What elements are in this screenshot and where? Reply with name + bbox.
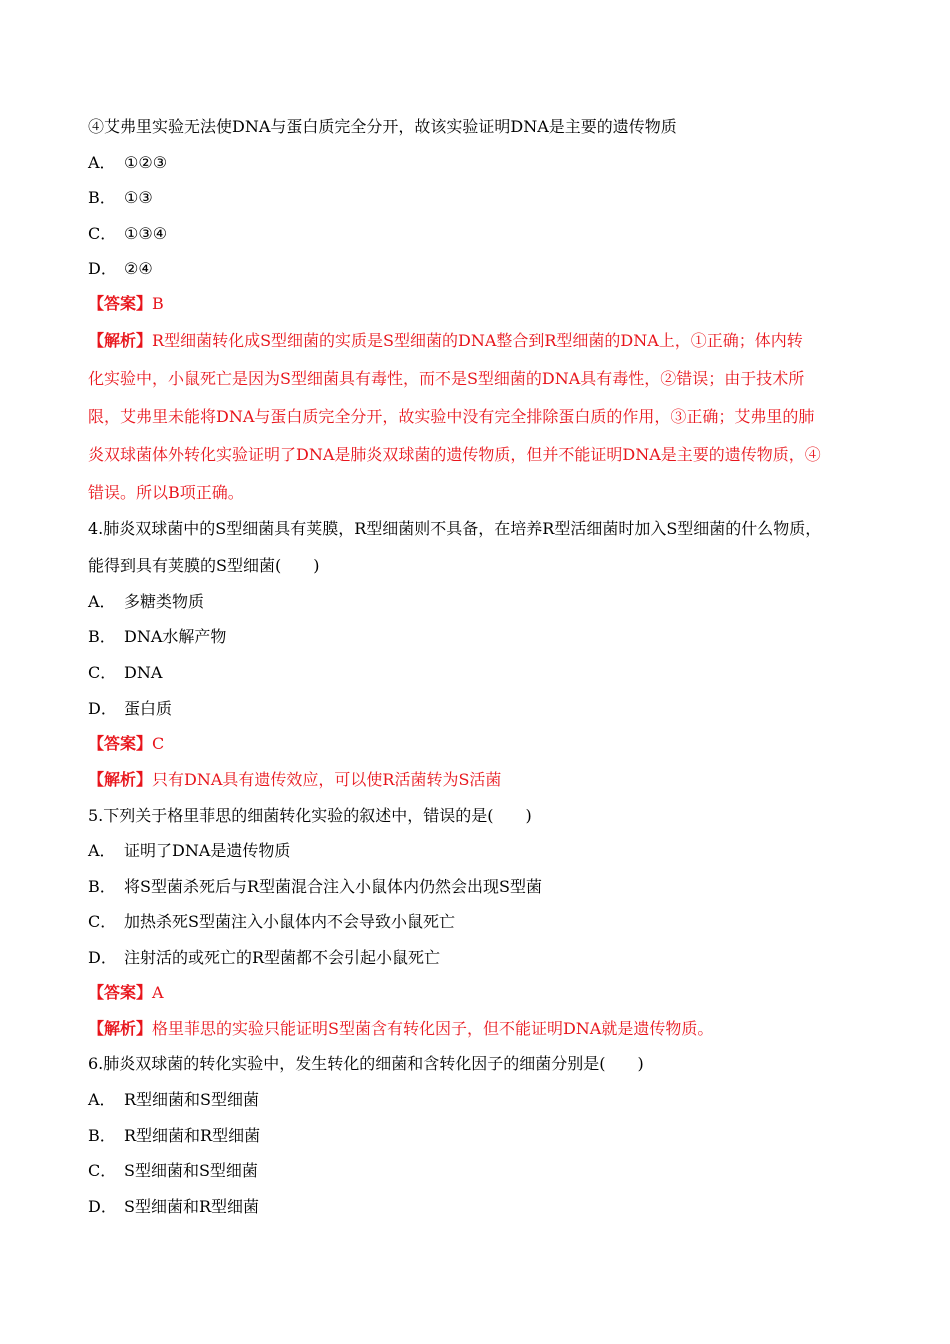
option-letter: B． bbox=[88, 627, 116, 646]
q5-answer bbox=[88, 982, 164, 1004]
analysis-text: 格里菲思的实验只能证明S型菌含有转化因子，但不能证明DNA就是遗传物质。 bbox=[152, 1019, 714, 1038]
option-letter: D． bbox=[88, 699, 117, 718]
q5-stem: 5.下列关于格里菲思的细菌转化实验的叙述中，错误的是( ) bbox=[88, 806, 532, 825]
q5-analysis bbox=[88, 1018, 713, 1040]
option-letter: D． bbox=[88, 259, 117, 278]
q5-option-b bbox=[88, 876, 542, 898]
analysis-text: R型细菌转化成S型细菌的实质是S型细菌的DNA整合到R型细菌的DNA上，①正确；体内转 bbox=[152, 331, 803, 350]
option-text: S型细菌和S型细菌 bbox=[124, 1161, 258, 1180]
q6-option-a bbox=[88, 1089, 259, 1111]
q4-option-a bbox=[88, 591, 204, 613]
q5-option-c bbox=[88, 911, 455, 933]
q3-option-c bbox=[88, 223, 167, 245]
option-text: 蛋白质 bbox=[124, 699, 173, 718]
option-letter: A． bbox=[88, 592, 116, 611]
answer-value: A bbox=[152, 983, 164, 1002]
option-text: ①②③ bbox=[124, 153, 168, 172]
q4-option-d bbox=[88, 698, 172, 720]
option-letter: C． bbox=[88, 224, 117, 243]
option-letter: A． bbox=[88, 841, 116, 860]
analysis-text: 只有DNA具有遗传效应，可以使R活菌转为S活菌 bbox=[152, 770, 502, 789]
option-text: 多糖类物质 bbox=[124, 592, 205, 611]
answer-tag: 【答案】 bbox=[88, 734, 153, 753]
q3-option-d bbox=[88, 258, 153, 280]
q5-option-a bbox=[88, 840, 290, 862]
option-letter: D． bbox=[88, 1197, 117, 1216]
option-text: 将S型菌杀死后与R型菌混合注入小鼠体内仍然会出现S型菌 bbox=[124, 877, 542, 896]
q6-option-d bbox=[88, 1196, 259, 1218]
q3-option-a bbox=[88, 152, 167, 174]
option-letter: B． bbox=[88, 188, 116, 207]
answer-value: B bbox=[152, 294, 164, 313]
q6-stem: 6.肺炎双球菌的转化实验中，发生转化的细菌和含转化因子的细菌分别是( ) bbox=[88, 1054, 644, 1073]
option-letter: B． bbox=[88, 877, 116, 896]
option-letter: A． bbox=[88, 1090, 116, 1109]
option-text: R型细菌和S型细菌 bbox=[124, 1090, 260, 1109]
option-text: ①③④ bbox=[124, 224, 168, 243]
analysis-tag: 【解析】 bbox=[88, 1019, 153, 1038]
q5-option-d bbox=[88, 947, 440, 969]
q6-option-c bbox=[88, 1160, 258, 1182]
option-letter: C． bbox=[88, 1161, 117, 1180]
q3-option-b bbox=[88, 187, 153, 209]
q3-analysis-line-1 bbox=[88, 330, 803, 352]
option-text: ②④ bbox=[124, 259, 153, 278]
option-text: 证明了DNA是遗传物质 bbox=[124, 841, 291, 860]
option-letter: C． bbox=[88, 663, 117, 682]
answer-value: C bbox=[152, 734, 165, 753]
option-text: S型细菌和R型细菌 bbox=[124, 1197, 260, 1216]
analysis-tag: 【解析】 bbox=[88, 770, 153, 789]
q4-option-c bbox=[88, 662, 162, 684]
q3-analysis-line-2: 化实验中，小鼠死亡是因为S型细菌具有毒性，而不是S型细菌的DNA具有毒性，②错误；由于技术所 bbox=[88, 369, 805, 388]
option-text: 注射活的或死亡的R型菌都不会引起小鼠死亡 bbox=[124, 948, 441, 967]
answer-tag: 【答案】 bbox=[88, 294, 153, 313]
option-text: R型细菌和R型细菌 bbox=[124, 1126, 261, 1145]
q4-answer bbox=[88, 733, 164, 755]
q4-analysis bbox=[88, 769, 501, 791]
option-text: DNA bbox=[124, 663, 163, 682]
q4-stem-line-1: 4.肺炎双球菌中的S型细菌具有荚膜，R型细菌则不具备，在培养R型活细菌时加入S型细菌的什么物质， bbox=[88, 519, 822, 538]
q3-answer bbox=[88, 293, 164, 315]
option-letter: B． bbox=[88, 1126, 116, 1145]
q4-stem-line-2: 能得到具有荚膜的S型细菌( ) bbox=[88, 556, 320, 575]
option-text: DNA水解产物 bbox=[124, 627, 227, 646]
option-letter: D． bbox=[88, 948, 117, 967]
option-letter: C． bbox=[88, 912, 117, 931]
option-letter: A． bbox=[88, 153, 116, 172]
q3-statement-4: ④艾弗里实验无法使DNA与蛋白质完全分开，故该实验证明DNA是主要的遗传物质 bbox=[88, 117, 677, 136]
answer-tag: 【答案】 bbox=[88, 983, 153, 1002]
q6-option-b bbox=[88, 1125, 260, 1147]
q3-analysis-line-4: 炎双球菌体外转化实验证明了DNA是肺炎双球菌的遗传物质，但并不能证明DNA是主要的遗传物质，④ bbox=[88, 445, 821, 464]
analysis-tag: 【解析】 bbox=[88, 331, 153, 350]
q3-analysis-line-3: 限，艾弗里未能将DNA与蛋白质完全分开，故实验中没有完全排除蛋白质的作用，③正确；艾弗里的肺 bbox=[88, 407, 815, 426]
q4-option-b bbox=[88, 626, 226, 648]
q3-analysis-line-5: 错误。所以B项正确。 bbox=[88, 483, 244, 502]
option-text: ①③ bbox=[124, 188, 153, 207]
option-text: 加热杀死S型菌注入小鼠体内不会导致小鼠死亡 bbox=[124, 912, 455, 931]
